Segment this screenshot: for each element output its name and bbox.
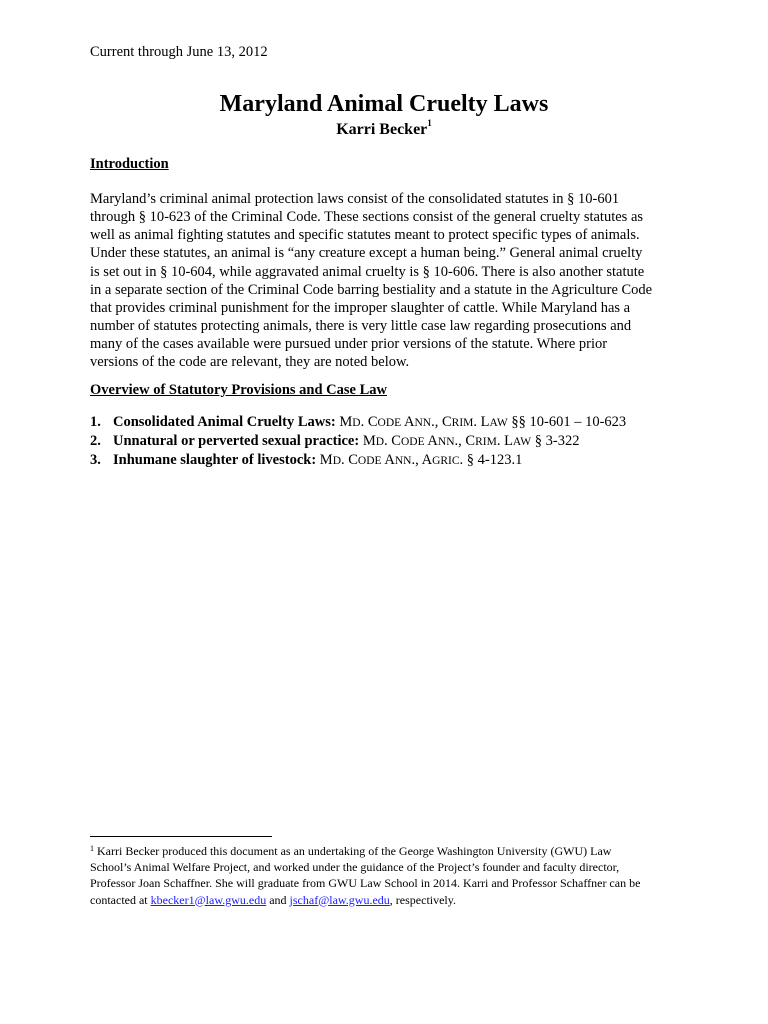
citation-small-caps: D [375, 436, 385, 449]
citation-small-caps: RIM [451, 417, 474, 429]
citation-small-caps: AW [512, 436, 532, 449]
footnote-text: Professor Joan Schaffner. She will graduate from GWU Law School in 2014. Karri and Professor Schaffner can be [90, 876, 641, 891]
paragraph-line: well as animal fighting statutes and specific statutes meant to protect specific types of animals. [90, 227, 640, 244]
paragraph-line: Under these statutes, an animal is “any creature except a human being.” General animal cruelty [90, 245, 643, 262]
footnote-separator [90, 836, 272, 837]
paragraph-line: that provides criminal punishment for the improper slaughter of cattle. While Maryland has a [90, 299, 631, 316]
item-number: 3. [90, 452, 101, 469]
paragraph-line: number of statutes protecting animals, there is very little case law regarding prosecutions and [90, 318, 632, 335]
paragraph-line: is set out in § 10-604, while aggravated animal cruelty is § 10-606. There is also another statute [90, 263, 645, 280]
provision-citation: MD. CODE ANN., AGRIC. § 4-123.1 [319, 452, 523, 469]
citation-small-caps: ODE [400, 436, 425, 449]
provision-item [90, 432, 626, 451]
footnote-text: Karri Becker produced this document as an undertaking of the George Washington University (GWU) Law [94, 844, 612, 858]
citation-small-caps: D [352, 417, 361, 429]
author-name: Karri Becker [336, 121, 428, 138]
footnote-text: , respectively. [389, 892, 456, 907]
email-link-schaffner[interactable]: jschaf@law.gwu.edu [289, 892, 390, 907]
citation-small-caps: GRIC [432, 455, 460, 468]
provision-citation: MD. CODE ANN., CRIM. LAW § 3-322 [362, 433, 580, 450]
citation-small-caps: RIM [475, 436, 497, 449]
footnote-marker: 1 [90, 844, 94, 853]
paragraph-line: Maryland’s criminal animal protection laws consist of the consolidated statutes in § 10-601 [90, 191, 620, 207]
overview-heading: Overview of Statutory Provisions and Case Law [90, 382, 387, 398]
citation-small-caps: D [332, 455, 341, 468]
provision-label: Unnatural or perverted sexual practice: [113, 433, 360, 450]
introduction-heading: Introduction [90, 156, 169, 172]
citation-small-caps: NN [437, 436, 455, 449]
paragraph-line: through § 10-623 of the Criminal Code. These sections consist of the general cruelty statutes as [90, 209, 644, 226]
footnote-text: School’s Animal Welfare Project, and worked under the guidance of the Project’s founder and faculty director, [90, 860, 620, 875]
item-number: 2. [90, 433, 101, 450]
email-link-becker[interactable]: kbecker1@law.gwu.edu [150, 892, 267, 907]
footnote-text: contacted at [90, 892, 151, 907]
currency-note: Current through June 13, 2012 [90, 44, 268, 60]
provisions-list [90, 413, 626, 471]
item-number: 1. [90, 414, 101, 430]
provision-label: Consolidated Animal Cruelty Laws: [113, 414, 336, 430]
paragraph-line: many of the cases available were pursued under prior versions of the statute. Where prior [90, 336, 608, 353]
provision-citation: MD. CODE ANN., CRIM. LAW §§ 10-601 – 10-623 [339, 414, 627, 430]
footnote-text: and [266, 892, 290, 907]
footnote-reference[interactable]: 1 [427, 118, 432, 128]
paragraph-line: versions of the code are relevant, they are noted below. [90, 354, 410, 371]
citation-small-caps: ODE [357, 455, 382, 468]
author-line [0, 118, 768, 139]
citation-small-caps: ODE [377, 417, 402, 429]
provision-item [90, 451, 626, 470]
provision-label: Inhumane slaughter of livestock: [113, 452, 317, 469]
footnote [90, 843, 640, 908]
introduction-paragraph [90, 190, 670, 372]
citation-small-caps: NN [394, 455, 412, 468]
citation-small-caps: AW [489, 417, 508, 429]
document-title: Maryland Animal Cruelty Laws [219, 91, 549, 117]
citation-small-caps: NN [414, 417, 432, 429]
paragraph-line: in a separate section of the Criminal Code barring bestiality and a statute in the Agriculture Code [90, 281, 653, 298]
provision-item [90, 413, 626, 432]
